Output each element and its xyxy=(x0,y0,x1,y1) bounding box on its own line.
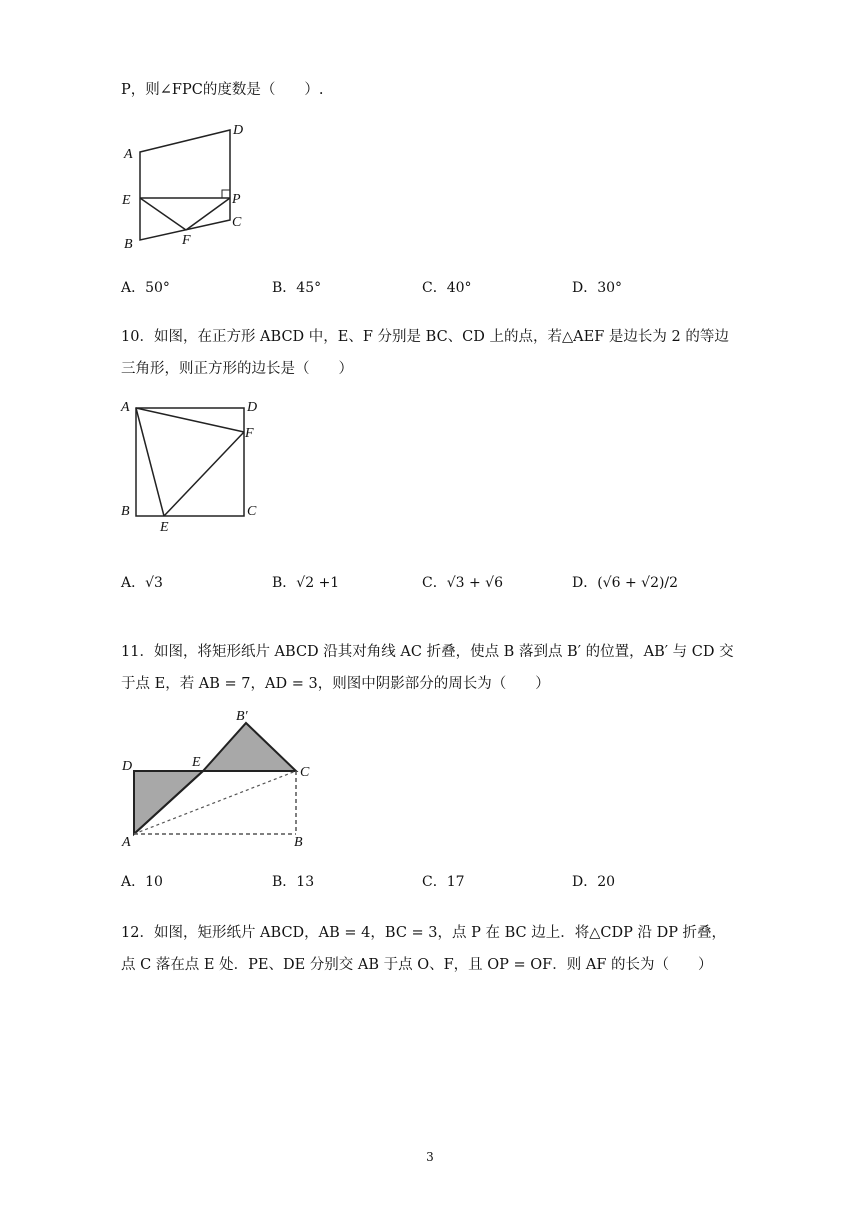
q9-option-d: D．30° xyxy=(572,280,623,296)
q11-label-e: E xyxy=(192,755,201,770)
q11-option-c: C．17 xyxy=(422,874,465,890)
q11-label-bprime: B′ xyxy=(236,709,248,724)
q9-stem-tail: P，则∠FPC的度数是（ ）. xyxy=(121,82,324,98)
q9-label-p: P xyxy=(232,192,241,207)
q11-stem-line1: 11．如图，将矩形纸片 ABCD 沿其对角线 AC 折叠，使点 B 落到点 B′ 的位置，AB′ 与 CD 交 xyxy=(121,644,734,660)
q9-label-e: E xyxy=(122,193,131,208)
q11-option-d: D．20 xyxy=(572,874,616,890)
q12-stem-line1: 12．如图，矩形纸片 ABCD，AB = 4，BC = 3，点 P 在 BC 边上．将△CDP 沿 DP 折叠， xyxy=(121,925,727,941)
q10-label-b: B xyxy=(121,504,130,519)
q11-label-c: C xyxy=(300,765,310,780)
q11-label-d: D xyxy=(122,759,133,774)
q10-stem-line2: 三角形，则正方形的边长是（ ） xyxy=(121,361,353,377)
q11-figure xyxy=(118,706,328,850)
q10-figure xyxy=(118,395,268,535)
q9-label-c: C xyxy=(232,215,242,230)
q10-label-e: E xyxy=(160,520,169,535)
q10-label-a: A xyxy=(121,400,130,415)
q11-option-a: A．10 xyxy=(121,874,163,890)
q10-option-d: D．(√6 + √2)/2 xyxy=(572,575,679,591)
q10-option-b: B．√2 +1 xyxy=(272,575,340,591)
q9-option-c: C．40° xyxy=(422,280,472,296)
q9-label-d: D xyxy=(233,123,244,138)
page-number: 3 xyxy=(426,1150,434,1164)
q9-figure xyxy=(118,118,258,258)
q12-stem-line2: 点 C 落在点 E 处．PE、DE 分别交 AB 于点 O、F，且 OP = OF．则 AF 的长为（ ） xyxy=(121,957,713,973)
q11-stem-line2: 于点 E，若 AB = 7，AD = 3，则图中阴影部分的周长为（ ） xyxy=(121,676,550,692)
q10-stem-line1: 10．如图，在正方形 ABCD 中，E、F 分别是 BC、CD 上的点，若△AEF 是边长为 2 的等边 xyxy=(121,329,729,345)
q9-label-b: B xyxy=(124,237,133,252)
q9-label-a: A xyxy=(124,147,133,162)
q9-label-f: F xyxy=(182,233,191,248)
q9-option-b: B．45° xyxy=(272,280,322,296)
q10-option-a: A．√3 xyxy=(121,575,163,591)
q11-label-b: B xyxy=(294,835,303,850)
q10-option-c: C．√3 + √6 xyxy=(422,575,503,591)
q11-option-b: B．13 xyxy=(272,874,315,890)
q10-label-f: F xyxy=(245,426,254,441)
q10-label-d: D xyxy=(247,400,258,415)
q9-option-a: A．50° xyxy=(121,280,170,296)
q10-label-c: C xyxy=(247,504,257,519)
q11-label-a: A xyxy=(122,835,131,850)
